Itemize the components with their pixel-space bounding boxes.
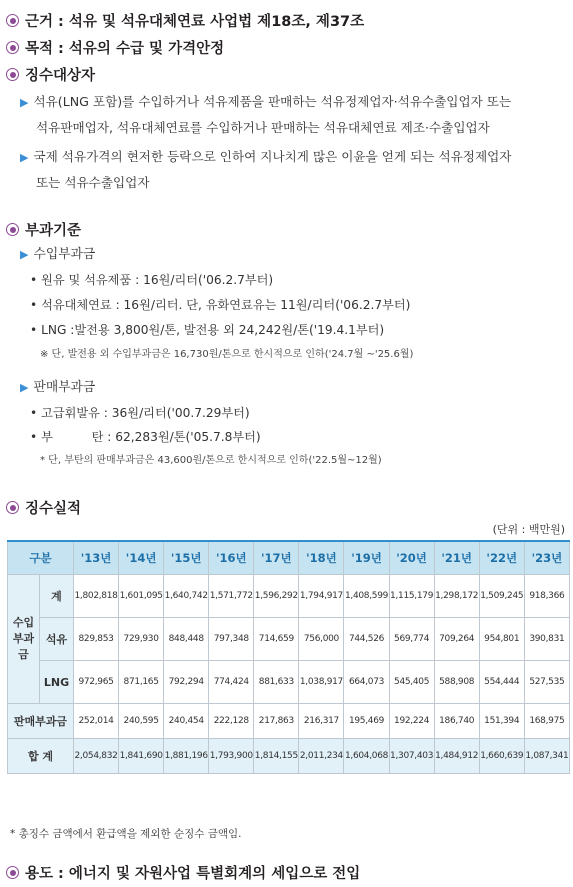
table-cell: 972,965 xyxy=(74,661,119,704)
basis-text: 근거 : 석유 및 석유대체연료 사업법 제18조, 제37조 xyxy=(25,14,365,30)
table-header-row xyxy=(8,541,570,575)
table-cell: 545,405 xyxy=(389,661,434,704)
table-cell: 1,794,917 xyxy=(299,575,344,618)
year-header: '15년 xyxy=(164,541,209,575)
table-cell: 797,348 xyxy=(209,618,254,661)
table-cell: 195,469 xyxy=(344,704,389,739)
table-cell: 569,774 xyxy=(389,618,434,661)
table-cell: 881,633 xyxy=(254,661,299,704)
year-header: '20년 xyxy=(389,541,434,575)
table-cell: 216,317 xyxy=(299,704,344,739)
triangle-bullet-icon: ▶ xyxy=(20,248,29,261)
table-cell: 1,802,818 xyxy=(74,575,119,618)
row-label: 합 계 xyxy=(8,739,74,774)
import-levy-item-3: • LNG :발전용 3,800원/톤, 발전용 외 24,242원/톤('19.4.1부터) xyxy=(30,323,385,337)
table-cell: 1,484,912 xyxy=(434,739,479,774)
import-levy-item-1: • 원유 및 석유제품 : 16원/리터('06.2.7부터) xyxy=(30,273,274,287)
purpose-text: 목적 : 석유의 수급 및 가격안정 xyxy=(25,41,225,57)
import-levy-item-2: • 석유대체연료 : 16원/리터. 단, 유화연료유는 11원/리터('06.2.7부터) xyxy=(30,298,411,312)
table-cell: 2,054,832 xyxy=(74,739,119,774)
table-cell: 918,366 xyxy=(524,575,569,618)
levy-heading-text: 부과기준 xyxy=(25,223,82,239)
import-levy-title: ▶ 수입부과금 xyxy=(20,247,96,262)
row-label: LNG xyxy=(40,661,74,704)
table-cell: 848,448 xyxy=(164,618,209,661)
year-header: '21년 xyxy=(434,541,479,575)
table-cell: 871,165 xyxy=(119,661,164,704)
year-header: '19년 xyxy=(344,541,389,575)
table-row xyxy=(8,661,570,704)
table-cell: 1,881,196 xyxy=(164,739,209,774)
table-cell: 186,740 xyxy=(434,704,479,739)
table-cell: 664,073 xyxy=(344,661,389,704)
sales-levy-title: ▶ 판매부과금 xyxy=(20,380,96,395)
year-header: '13년 xyxy=(74,541,119,575)
sales-levy-item-1: • 고급휘발유 : 36원/리터('00.7.29부터) xyxy=(30,406,250,420)
circle-bullet-icon xyxy=(6,41,19,54)
collection-heading xyxy=(6,497,81,518)
import-levy-note: ※ 단, 발전용 외 수입부과금은 16,730원/톤으로 한시적으로 인하('24.7월 ~'25.6월) xyxy=(40,349,414,360)
unit-label: (단위 : 백만원) xyxy=(492,523,565,536)
table-cell: 1,298,172 xyxy=(434,575,479,618)
sales-levy-note: * 단, 부탄의 판매부과금은 43,600원/톤으로 한시적으로 인하('22.5월~12월) xyxy=(40,455,382,466)
table-cell: 217,863 xyxy=(254,704,299,739)
year-header: '18년 xyxy=(299,541,344,575)
table-cell: 390,831 xyxy=(524,618,569,661)
year-header: '16년 xyxy=(209,541,254,575)
circle-bullet-icon xyxy=(6,14,19,27)
table-cell: 1,596,292 xyxy=(254,575,299,618)
table-cell: 222,128 xyxy=(209,704,254,739)
circle-bullet-icon xyxy=(6,501,19,514)
circle-bullet-icon xyxy=(6,866,19,879)
table-cell: 240,454 xyxy=(164,704,209,739)
targets-heading-text: 징수대상자 xyxy=(25,68,96,84)
sales-levy-item-2: • 부 탄 : 62,283원/톤('05.7.8부터) xyxy=(30,430,261,444)
table-cell: 1,115,179 xyxy=(389,575,434,618)
table-row xyxy=(8,704,570,739)
basis-heading xyxy=(6,10,364,31)
table-cell: 729,930 xyxy=(119,618,164,661)
table-cell: 954,801 xyxy=(479,618,524,661)
table-cell: 829,853 xyxy=(74,618,119,661)
table-row xyxy=(8,618,570,661)
usage-heading xyxy=(6,862,360,883)
table-cell: 192,224 xyxy=(389,704,434,739)
table-cell: 1,571,772 xyxy=(209,575,254,618)
table-cell: 744,526 xyxy=(344,618,389,661)
row-label: 석유 xyxy=(40,618,74,661)
table-total-row xyxy=(8,739,570,774)
table-cell: 1,038,917 xyxy=(299,661,344,704)
table-cell: 756,000 xyxy=(299,618,344,661)
table-cell: 1,408,599 xyxy=(344,575,389,618)
usage-text: 용도 : 에너지 및 자원사업 특별회계의 세입으로 전입 xyxy=(25,866,361,882)
purpose-heading xyxy=(6,37,224,58)
table-cell: 792,294 xyxy=(164,661,209,704)
table-cell: 2,011,234 xyxy=(299,739,344,774)
circle-bullet-icon xyxy=(6,223,19,236)
table-cell: 527,535 xyxy=(524,661,569,704)
table-cell: 1,640,742 xyxy=(164,575,209,618)
collection-table xyxy=(7,540,570,774)
year-header: '14년 xyxy=(119,541,164,575)
table-cell: 588,908 xyxy=(434,661,479,704)
table-cell: 1,601,095 xyxy=(119,575,164,618)
table-cell: 1,660,639 xyxy=(479,739,524,774)
table-cell: 709,264 xyxy=(434,618,479,661)
row-label: 판매부과금 xyxy=(8,704,74,739)
targets-heading xyxy=(6,64,95,85)
table-cell: 1,793,900 xyxy=(209,739,254,774)
import-levy-group-label: 수입 부과금 xyxy=(8,575,40,704)
target-item-2: ▶ 국제 석유가격의 현저한 등락으로 인하여 지나치게 많은 이윤을 얻게 되는 석유정제업자 또는 석유수출입업자 xyxy=(20,149,512,190)
table-cell: 554,444 xyxy=(479,661,524,704)
table-cell: 168,975 xyxy=(524,704,569,739)
table-cell: 1,509,245 xyxy=(479,575,524,618)
table-cell: 252,014 xyxy=(74,704,119,739)
table-row xyxy=(8,575,570,618)
table-cell: 1,841,690 xyxy=(119,739,164,774)
year-header: '23년 xyxy=(524,541,569,575)
triangle-bullet-icon: ▶ xyxy=(20,96,29,109)
table-footnote: * 총징수 금액에서 환급액을 제외한 순징수 금액임. xyxy=(10,828,242,840)
table-cell: 240,595 xyxy=(119,704,164,739)
circle-bullet-icon xyxy=(6,68,19,81)
table-cell: 151,394 xyxy=(479,704,524,739)
table-cell: 1,307,403 xyxy=(389,739,434,774)
row-label: 계 xyxy=(40,575,74,618)
table-corner-label: 구분 xyxy=(8,541,74,575)
collection-heading-text: 징수실적 xyxy=(25,501,82,517)
table-cell: 714,659 xyxy=(254,618,299,661)
triangle-bullet-icon: ▶ xyxy=(20,151,29,164)
year-header: '22년 xyxy=(479,541,524,575)
table-cell: 774,424 xyxy=(209,661,254,704)
table-cell: 1,814,155 xyxy=(254,739,299,774)
target-item-1: ▶ 석유(LNG 포함)를 수입하거나 석유제품을 판매하는 석유정제업자·석유수출입업자 또는 석유판매업자, 석유대체연료를 수입하거나 판매하는 석유대체연료 제조·수출입업자 xyxy=(20,94,512,135)
table-cell: 1,604,068 xyxy=(344,739,389,774)
table-cell: 1,087,341 xyxy=(524,739,569,774)
triangle-bullet-icon: ▶ xyxy=(20,381,29,394)
levy-heading xyxy=(6,219,81,240)
year-header: '17년 xyxy=(254,541,299,575)
